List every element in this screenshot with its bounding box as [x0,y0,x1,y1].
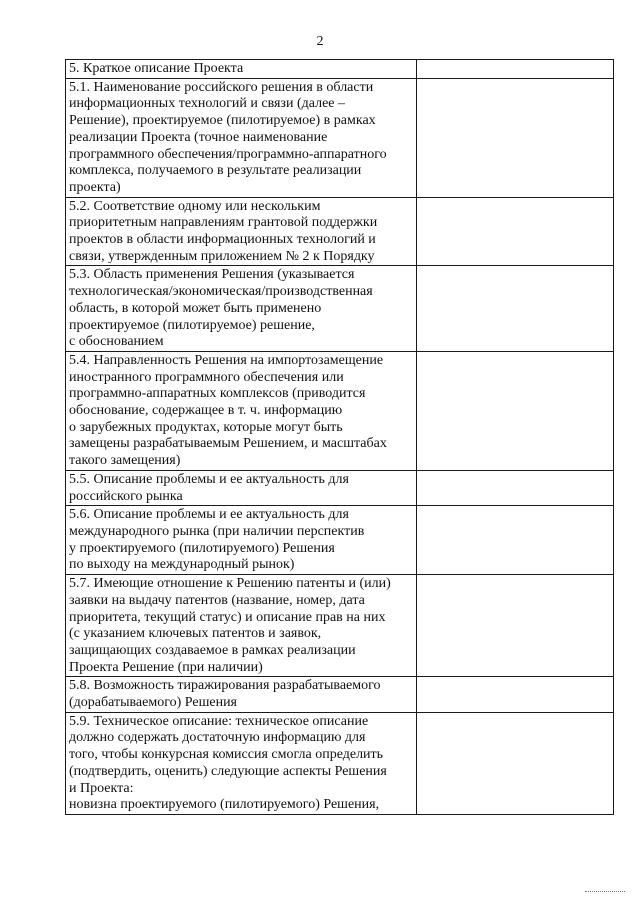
row-label-5-1: 5.1. Наименование российского решения в области информационных технологий и связи (далее – Решение), проектируемое (пилотируемое) в рамках реализации Проекта (точное наименование программного обеспечения/программно-аппаратного комплекса, получаемого в результате реализации проекта) [66,78,417,197]
row-label-5-9: 5.9. Техническое описание: техническое описание должно содержать достаточную информацию для того, чтобы конкурсная комиссия смогла определить (подтвердить, оценить) следующие аспекты Решения и Проекта: новизна проектируемого (пилотируемого) Решения, [66,712,417,814]
table-row [66,266,614,352]
row-value-5-8[interactable] [417,677,614,712]
row-label-5-8: 5.8. Возможность тиражирования разрабатываемого (дорабатываемого) Решения [66,677,417,712]
row-value-5-7[interactable] [417,575,614,677]
row-label-5-2: 5.2. Соответствие одному или нескольким приоритетным направлениям грантовой поддержки проектов в области информационных технологий и связи, утвержденным приложением № 2 к Порядку [66,197,417,266]
table-row [66,351,614,470]
row-label-5-5: 5.5. Описание проблемы и ее актуальность для российского рынка [66,470,417,505]
row-value-5-5[interactable] [417,470,614,505]
row-value-5[interactable] [417,60,614,79]
scan-mark-line [585,891,625,892]
table-row [66,197,614,266]
row-value-5-3[interactable] [417,266,614,352]
table-row [66,506,614,575]
row-value-5-9[interactable] [417,712,614,814]
table-row [66,575,614,677]
project-description-table [65,59,614,815]
row-label-5-6: 5.6. Описание проблемы и ее актуальность для международного рынка (при наличии перспектив у проектируемого (пилотируемого) Решения по выходу на международный рынок) [66,506,417,575]
row-value-5-4[interactable] [417,351,614,470]
row-value-5-1[interactable] [417,78,614,197]
table-row [66,78,614,197]
row-label-5: 5. Краткое описание Проекта [66,60,417,79]
page-number: 2 [316,34,324,49]
row-label-5-3: 5.3. Область применения Решения (указывается технологическая/экономическая/производственная область, в которой может быть применено проектируемое (пилотируемое) решение, с обоснованием [66,266,417,352]
table-row [66,470,614,505]
table-row [66,712,614,814]
row-value-5-2[interactable] [417,197,614,266]
row-label-5-7: 5.7. Имеющие отношение к Решению патенты и (или) заявки на выдачу патентов (название, номер, дата приоритета, текущий статус) и описание прав на них (с указанием ключевых патентов и заявок, защищающих создаваемое в рамках реализации Проекта Решение (при наличии) [66,575,417,677]
row-label-5-4: 5.4. Направленность Решения на импортозамещение иностранного программного обеспечения или программно-аппаратных комплексов (приводится обоснование, содержащее в т. ч. информацию о зарубежных продуктах, которые могут быть замещены разрабатываемым Решением, и масштабах такого замещения) [66,351,417,470]
row-value-5-6[interactable] [417,506,614,575]
table-row [66,677,614,712]
table-row [66,60,614,79]
